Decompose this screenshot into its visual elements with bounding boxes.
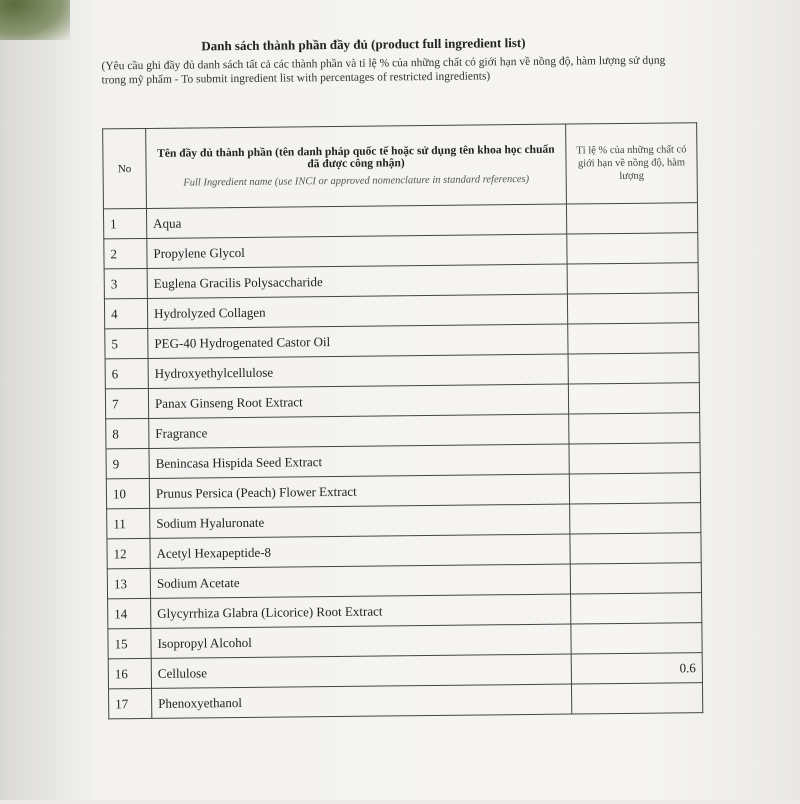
table-header-row bbox=[103, 123, 698, 209]
row-pct bbox=[571, 683, 702, 714]
row-no: 15 bbox=[108, 628, 151, 658]
row-pct bbox=[569, 413, 700, 444]
row-name: Prunus Persica (Peach) Flower Extract bbox=[149, 474, 569, 508]
row-pct: 0.6 bbox=[571, 653, 702, 684]
row-name: Sodium Hyaluronate bbox=[150, 504, 570, 538]
row-pct bbox=[567, 263, 698, 294]
header-name-vi: Tên đầy đủ thành phần (tên danh pháp quốc tế hoặc sử dụng tên khoa học chuẩn đã được công nhận) bbox=[157, 143, 555, 171]
row-pct bbox=[568, 383, 699, 414]
row-no: 6 bbox=[105, 358, 148, 388]
row-name: Fragrance bbox=[149, 414, 569, 448]
header-name-en: Full Ingredient name (use INCI or approved nomenclature in standard references) bbox=[183, 173, 530, 189]
header-no: No bbox=[103, 128, 147, 208]
row-pct bbox=[566, 203, 697, 234]
row-name: Phenoxyethanol bbox=[152, 684, 572, 718]
row-name: Hydrolyzed Collagen bbox=[147, 294, 567, 328]
row-name: Aqua bbox=[146, 204, 566, 238]
row-name: Euglena Gracilis Polysaccharide bbox=[147, 264, 567, 298]
row-pct bbox=[570, 503, 701, 534]
row-pct bbox=[570, 563, 701, 594]
header-name bbox=[146, 124, 567, 208]
row-pct bbox=[570, 533, 701, 564]
row-pct bbox=[567, 233, 698, 264]
row-pct bbox=[569, 443, 700, 474]
row-name: Panax Ginseng Root Extract bbox=[148, 384, 568, 418]
header-pct: Tỉ lệ % của những chất có giới hạn về nồng độ, hàm lượng bbox=[566, 123, 698, 204]
row-no: 14 bbox=[108, 598, 151, 628]
row-name: Hydroxyethylcellulose bbox=[148, 354, 568, 388]
row-name: PEG-40 Hydrogenated Castor Oil bbox=[148, 324, 568, 358]
row-no: 3 bbox=[104, 268, 147, 298]
ingredient-table bbox=[102, 122, 703, 719]
row-name: Sodium Acetate bbox=[150, 564, 570, 598]
row-pct bbox=[571, 593, 702, 624]
row-no: 10 bbox=[106, 478, 149, 508]
row-no: 11 bbox=[107, 508, 150, 538]
row-no: 7 bbox=[105, 388, 148, 418]
row-pct bbox=[571, 623, 702, 654]
document-note: (Yêu cầu ghi đầy đủ danh sách tất cả các thành phần và tỉ lệ % của những chất có giới hạn về nồng độ, hàm lượng sử dụng trong mỹ phẩm - To submit ingredient list with percentages of restricted ingredients) bbox=[101, 54, 666, 87]
row-no: 2 bbox=[104, 238, 147, 268]
row-no: 16 bbox=[108, 658, 151, 688]
document-page bbox=[56, 0, 800, 804]
row-pct bbox=[568, 353, 699, 384]
document-title: Danh sách thành phần đầy đủ (product full ingredient list) bbox=[201, 34, 526, 54]
row-name: Isopropyl Alcohol bbox=[151, 624, 571, 658]
row-no: 12 bbox=[107, 538, 150, 568]
row-no: 1 bbox=[103, 208, 146, 238]
row-pct bbox=[569, 473, 700, 504]
row-name: Acetyl Hexapeptide-8 bbox=[150, 534, 570, 568]
row-no: 17 bbox=[109, 688, 152, 718]
row-name: Propylene Glycol bbox=[147, 234, 567, 268]
row-name: Glycyrrhiza Glabra (Licorice) Root Extract bbox=[151, 594, 571, 628]
row-pct bbox=[567, 293, 698, 324]
row-name: Benincasa Hispida Seed Extract bbox=[149, 444, 569, 478]
row-no: 9 bbox=[106, 448, 149, 478]
row-no: 5 bbox=[105, 328, 148, 358]
row-no: 8 bbox=[106, 418, 149, 448]
table-row bbox=[109, 683, 703, 719]
row-no: 13 bbox=[107, 568, 150, 598]
row-name: Cellulose bbox=[151, 654, 571, 688]
row-no: 4 bbox=[104, 298, 147, 328]
row-pct bbox=[568, 323, 699, 354]
